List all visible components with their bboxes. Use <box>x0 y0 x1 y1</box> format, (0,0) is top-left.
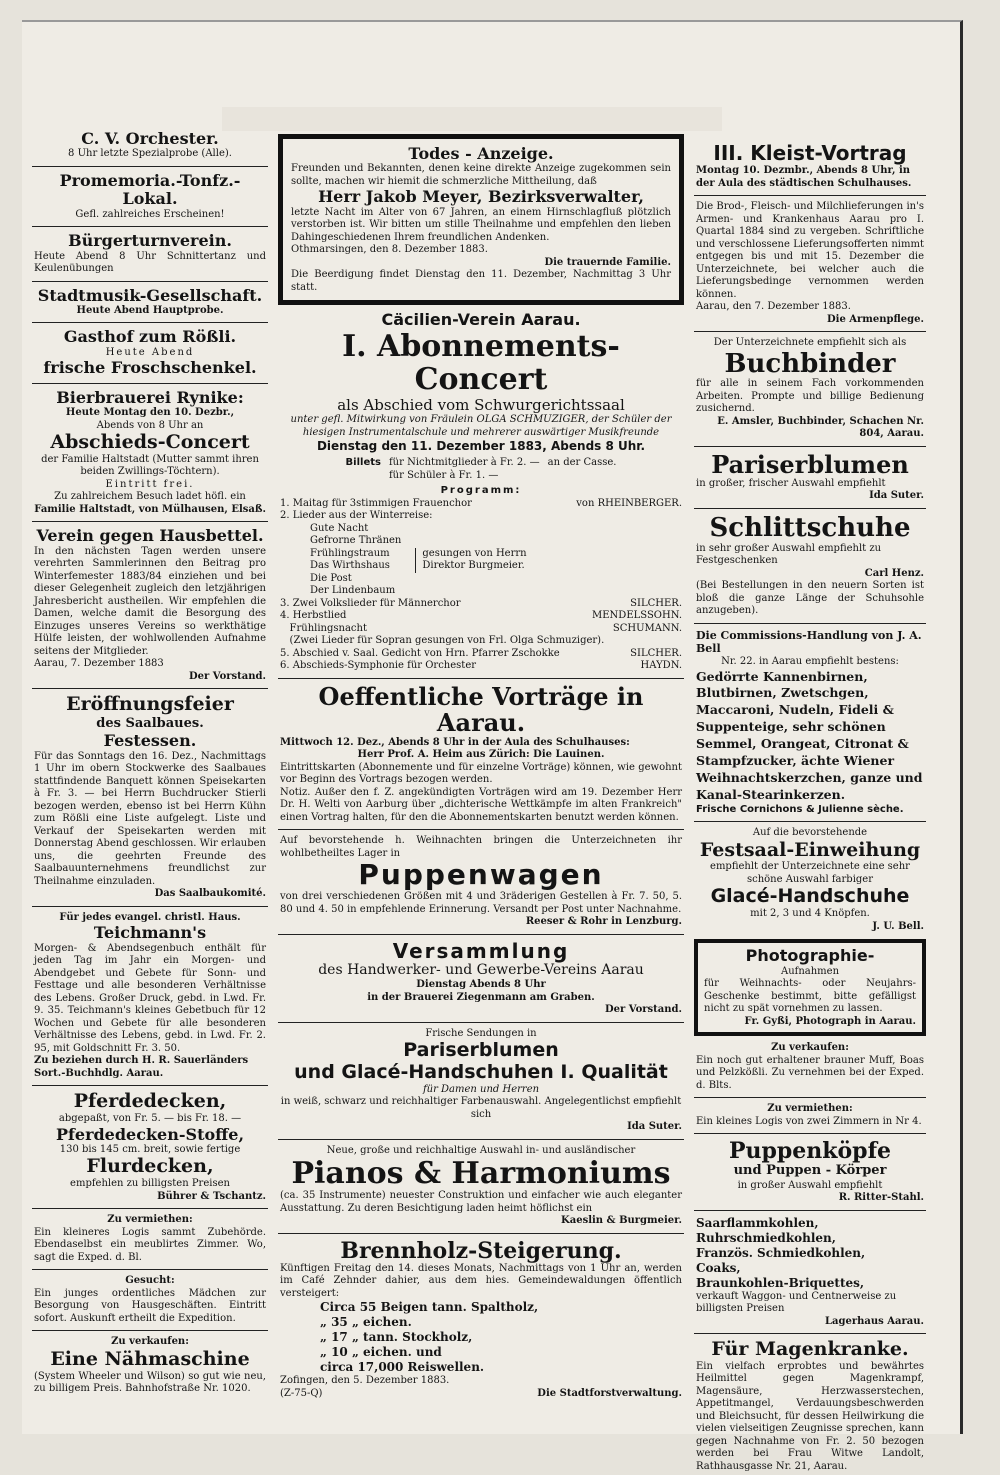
ad-buchbinder: Der Unterzeichnete empfiehlt sich als Buchbinder für alle in seinem Fach vorkommenden Arbeiten. Prompte und billige Bedienung zusichernd. E. Amsler, Buchbinder, Schachen Nr. 804, Aarau. <box>696 337 924 440</box>
song-item: Gute Nacht <box>310 522 369 534</box>
program-item-title: 4. Herbstlied <box>280 610 347 622</box>
program-item-title: 6. Abschieds-Symphonie für Orchester <box>280 660 477 672</box>
program-item-composer: von RHEINBERGER. <box>576 497 682 509</box>
ad-photographie: Photographie- Aufnahmen für Weihnachts- oder Neujahrs-Geschenke bestimmt, bitte gefälligst nicht zu spät vornehmen zu lassen. Fr. Gyßi, Photograph in Aarau. <box>694 939 926 1036</box>
ad-pferdedecken: Pferdedecken, abgepaßt, von Fr. 5. — bis Fr. 18. — Pferdedecken-Stoffe, 130 bis 145 cm. breit, sowie fertige Flurdecken, empfehlen zu billigsten Preisen Bührer & Tschantz. <box>55 1090 266 1202</box>
ad-todes-anzeige: Todes - Anzeige. Freunden und Bekannten, denen keine direkte Anzeige zugekommen sein sollte, machen wir hiemit die schmerzliche Mittheilung, daß Herr Jakob Meyer, Bezirksverwalter, letzte Nacht im Alter von 67 Jahren, an einem Hirnschlagfluß plötzlich verstorben ist. Wir bitten um stille Theilnahme und empfehlen den lieben Dahingeschiedenen Ihrem freundlichen Andenken. Othmarsingen, den 8. Dezember 1883. Die trauernde Familie. Die Beerdigung findet Dienstag den 11. Dezember, Nachmittag 3 Uhr statt. <box>278 134 684 305</box>
ad-naehmaschine: Zu verkaufen: Eine Nähmaschine (System Wheeler und Wilson) so gut wie neu, zu billigem Preis. Bahnhofstraße Nr. 1020. <box>34 1336 266 1395</box>
ad-magenkranke: Für Magenkranke. Ein vielfach erprobtes und bewährtes Heilmittel gegen Magenkrampf, Magensäure, Herzwasserstechen, Appetitmangel, Verdauungsbeschwerden und Bleichsucht, für dessen Heilwirkung die vielen vielseitigen Zeugnisse sprechen, kann gegen Nachnahme von Fr. 2. 50 bezogen werden bei Frau Witwe Landolt, Rathhausgasse Nr. 21, Aarau. <box>696 1338 924 1472</box>
ad-gesucht: Gesucht: Ein junges ordentliches Mädchen zur Besorgung von Hausgeschäften. Eintritt sofort. Auskunft ertheilt die Expedition. <box>34 1275 266 1324</box>
program-item <box>280 610 682 623</box>
ad-kohlen: Saarflammkohlen, Ruhrschmiedkohlen, Französ. Schmiedkohlen, Coaks, Braunkohlen-Briquettes, verkauft Waggon- und Centnerweise zu billigsten Preisen Lagerhaus Aarau. <box>696 1215 924 1327</box>
song-item: Die Post <box>310 572 352 584</box>
column-left <box>32 128 268 1398</box>
kohlen-item: Coaks, <box>696 1260 741 1275</box>
ad-puppenkoepfe: Puppenköpfe und Puppen - Körper in großer Auswahl empfiehlt R. Ritter-Stahl. <box>728 1138 924 1204</box>
column-middle <box>278 134 684 1402</box>
newspaper-page <box>22 20 963 1472</box>
ad-teichmann: Für jedes evangel. christl. Haus. Teichmann's Morgen- & Abendsegenbuch enthält für jeden Tag im Jahr ein Morgen- und Abendgebet und Gebete für Sonn- und Festtage und alle besonderen Verhältnisse des Lebens. Großer Druck, gebd. in Lwd. Fr. 9. 35. Teichmann's kleines Gebetbuch für 12 Wochen und Gebete für alle besonderen Verhältnisse des Lebens, gebd. in Lwd. Fr. 2. 95, mit Goldschnitt Fr. 3. 50. Zu beziehen durch H. R. Sauerländers Sort.-Buchhdlg. Aarau. <box>34 911 266 1079</box>
song-item: Der Lindenbaum <box>310 585 396 597</box>
program-item <box>280 635 682 648</box>
ad-vermieten-logis: Zu vermiethen: Ein kleineres Logis sammt Zubehörde. Ebendaselbst ein meublirtes Zimmer. Wo, sagt die Exped. d. Bl. <box>34 1214 266 1263</box>
brennholz-item: „ 17 „ tann. Stockholz, <box>320 1330 473 1345</box>
kohlen-items <box>696 1216 924 1291</box>
ad-hausbettel: Verein gegen Hausbettel. In den nächsten Tagen werden unsere verehrten Sammlerinnen den Beitrag pro Winterfemester 1883/84 einziehen und bei dieser Gelegenheit zugleich den letzjährigen Jahresbericht austheilen. Wir empfehlen die Damen, welche damit die Besorgung des Einzuges unseres Vereins so werkthätige Hülfe leisten, der wohlwollenden Aufnahme seitens der Mitglieder. Aarau, 7. Dezember 1883 Der Vorstand. <box>34 526 266 682</box>
ad-puppenwagen: Auf bevorstehende h. Weihnachten bringen die Unterzeichneten ihr wohlbetheiltes Lager in Puppenwagen von drei verschiedenen Größen mit 4 und 3räderigen Gestellen à Fr. 7. 50, 5. 80 und 4. 50 in empfehlende Erinnerung. Versandt per Post unter Nachnahme. Reeser & Rohr in Lenzburg. <box>280 835 682 927</box>
ad-pianos: Neue, große und reichhaltige Auswahl in- und ausländischer Pianos & Harmoniums (ca. 35 Instrumente) neuester Construktion und einfacher wie auch eleganter Ausstattung. Zu deren Besichtigung laden heimt höflichst ein Kaeslin & Burgmeier. <box>280 1144 682 1227</box>
program-item-title: 2. Lieder aus der Winterreise: <box>280 510 433 522</box>
song-item: Gefrorne Thränen <box>310 535 402 547</box>
songs-note: gesungen von Herrn Direktor Burgmeier. <box>415 548 572 573</box>
program-item-composer: MENDELSSOHN. <box>592 610 682 622</box>
program-item-composer: SILCHER. <box>630 647 682 659</box>
program-item <box>280 598 682 611</box>
ad-saalbau: Eröffnungsfeier des Saalbaues. Festessen. Für das Sonntags den 16. Dez., Nachmittags 1 Uhr im obern Stockwerke des Saalbaues stattfindende Banquett können Speisekarten à Fr. 3. — bei Herrn Buchdrucker Stierli bezogen werden, ebenso ist bei Herrn Kühn zum Rößli eine Liste aufgelegt. Liste und Verkauf der Speisekarten werden mit Donnerstag Abend geschlossen. Wir erlauben uns, die geehrten Freunde des Saalbauunternehmens freundlichst zur Theilnahme einzuladen. Das Saalbaukomité. <box>34 693 266 900</box>
ad-buergerturnverein: Bürgerturnverein. Heute Abend 8 Uhr Schnittertanz und Keulenübungen <box>34 231 266 275</box>
kohlen-item: Saarflammkohlen, <box>696 1215 819 1230</box>
brennholz-item: „ 10 „ eichen. und <box>320 1345 442 1360</box>
program-item-title: 5. Abschied v. Saal. Gedicht von Hrn. Pfarrer Zschokke <box>280 647 560 659</box>
ad-orchester: C. V. Orchester. 8 Uhr letzte Spezialprobe (Alle). <box>68 129 232 160</box>
program-item <box>280 660 682 673</box>
song-item: Das Wirthshaus <box>310 560 390 572</box>
brennholz-item: Circa 55 Beigen tann. Spaltholz, <box>320 1300 539 1315</box>
column-right <box>694 140 926 1475</box>
ad-vortraege: Oeffentliche Vorträge in Aarau. Mittwoch 12. Dez., Abends 8 Uhr in der Aula des Schulhauses: Herr Prof. A. Heim aus Zürich: Die Lauinen. Eintrittskarten (Abonnemente und für einzelne Vorträge) können, wie gewohnt vor Beginn des Vortrags bezogen werden. Notiz. Außer den f. Z. angekündigten Vorträgen wird am 19. Dezember Herr Dr. H. Welti von Aarburg über „dichterische Wettkämpfe im alten Frankreich" einen Vortrag halten, für den die Abonnementskarten benutzt werden können. <box>280 681 682 823</box>
program-list <box>280 498 682 673</box>
brennholz-item: circa 17,000 Reiswellen. <box>320 1360 485 1375</box>
song-item: Frühlingstraum <box>310 547 390 559</box>
ad-logis: Zu vermiethen: Ein kleines Logis von zwei Zimmern in Nr 4. <box>696 1103 922 1127</box>
program-item-composer: SILCHER. <box>630 597 682 609</box>
program-item-title: (Zwei Lieder für Sopran gesungen von Frl. Olga Schmuziger). <box>280 635 605 647</box>
program-item-composer: HAYDN. <box>640 660 682 672</box>
ad-stadtmusik: Stadtmusik-Gesellschaft. Heute Abend Hauptprobe. <box>37 285 263 316</box>
program-item-title: Frühlingsnacht <box>280 622 367 634</box>
ad-rynike: Bierbrauerei Rynike: Heute Montag den 10. Dezbr., Abends von 8 Uhr an Abschieds-Concert der Familie Haltstadt (Mutter sammt ihren beiden Zwillings-Töchtern). Eintritt frei. Zu zahlreichem Besuch ladet höfl. ein Familie Haltstadt, von Mülhausen, Elsaß. <box>34 387 266 515</box>
kohlen-item: Braunkohlen-Briquettes, <box>696 1275 865 1290</box>
ad-bell: Die Commissions-Handlung von J. A. Bell Nr. 22. in Aarau empfiehlt bestens: Gedörrte Kannenbirnen, Blutbirnen, Zwetschgen, Maccaroni, Nudeln, Fideli & Suppenteige, sehr schönen Semmel, Orangeat, Citronat & Stampfzucker, ächte Wiener Weihnachtskerzchen, ganze und Kanal-Stearinkerzen. Frische Cornichons & Julienne sèche. <box>696 628 923 815</box>
program-item <box>280 623 682 636</box>
ad-schlittschuhe: Schlittschuhe in sehr großer Auswahl empfiehlt zu Festgeschenken Carl Henz. (Bei Bestellungen in den neuern Sorten ist bloß die ganze Länge der Schuhsohle anzugeben). <box>696 512 924 617</box>
winterreise-songs <box>280 523 682 598</box>
program-item <box>280 648 682 661</box>
paper-stain <box>222 107 722 131</box>
brennholz-item: „ 35 „ eichen. <box>320 1315 412 1330</box>
program-item-title: 1. Maitag für 3stimmigen Frauenchor <box>280 497 472 509</box>
kohlen-item: Ruhrschmiedkohlen, <box>696 1230 836 1245</box>
ad-promemoria: Promemoria.-Tonfz.-Lokal. Gefl. zahlreiches Erscheinen! <box>59 170 241 220</box>
program-item-composer: SCHUMANN. <box>612 622 682 634</box>
program-item <box>280 498 682 511</box>
ad-brennholz: Brennholz-Steigerung. Künftigen Freitag den 14. dieses Monats, Nachmittags von 1 Uhr an, werden im Café Zehnder dahier, aus dem hies. Gemeindewaldungen öffentlich versteigert: Circa 55 Beigen tann. Spaltholz, „ 35 „ eichen. „ 17 „ tann. Stockholz, „ 10 „ eichen. und circa 17,000 Reiswellen. Zofingen, den 5. Dezember 1883. (Z-75-Q) Die Stadtforstverwaltung. <box>280 1237 682 1399</box>
ad-roessli: Gasthof zum Rößli. Heute Abend frische Froschschenkel. <box>43 327 257 378</box>
ad-versammlung: Versammlung des Handwerker- und Gewerbe-Vereins Aarau Dienstag Abends 8 Uhr in der Brauerei Ziegenmann am Graben. Der Vorstand. <box>318 938 682 1015</box>
ad-armenpflege: Die Brod-, Fleisch- und Milchlieferungen in's Armen- und Krankenhaus Aarau pro I. Quartal 1884 sind zu vergeben. Schriftliche und verschlossene Lieferungsofferten nimmt entgegen bis und mit 15. Dezember die Unterzeichnete, bei welcher auch die Lieferungsbedinge vernommen werden können. Aarau, den 7. Dezember 1883. Die Armenpflege. <box>696 201 924 325</box>
ad-pariser-glace: Frische Sendungen in Pariserblumen und Glacé-Handschuhen I. Qualität für Damen und Herren in weiß, schwarz und reichhaltiger Farbenauswahl. Angelegentlichst empfiehlt sich Ida Suter. <box>280 1027 682 1133</box>
kohlen-item: Französ. Schmiedkohlen, <box>696 1245 866 1260</box>
ad-festsaal: Auf die bevorstehende Festsaal-Einweihung empfiehlt der Unterzeichnete eine sehr schöne Auswahl farbiger Glacé-Handschuhe mit 2, 3 und 4 Knöpfen. J. U. Bell. <box>699 827 924 932</box>
ad-muff: Zu verkaufen: Ein noch gut erhaltener brauner Muff, Boas und Pelzkößli. Zu vernehmen bei der Exped. d. Blts. <box>696 1042 924 1091</box>
brennholz-items <box>280 1300 682 1375</box>
ad-pariserblumen: Pariserblumen in großer, frischer Auswahl empfiehlt Ida Suter. <box>696 449 924 502</box>
ad-kleist: III. Kleist-Vortrag Montag 10. Dezmbr., Abends 8 Uhr, in der Aula des städtischen Schulhauses. <box>696 141 912 189</box>
program-item <box>280 510 682 523</box>
ad-concert: Cäcilien-Verein Aarau. I. Abonnements-Concert als Abschied vom Schwurgerichtssaal unter gefl. Mitwirkung von Fräulein OLGA SCHMUZIGER, der Schüler der hiesigen Instrumentalschule und mehrerer auswärtiger Musikfreunde Dienstag den 11. Dezember 1883, Abends 8 Uhr. Billets für Nichtmitglieder à Fr. 2. — für Schüler à Fr. 1. — an der Casse. Programm: 1. Maitag für 3stimmigen Frauenchor von RHEINBERGER. 2. Lieder aus der Winterreise: Gute Nacht Gefrorne Thränen Frühlingstraum Das Wirthshaus Die Post Der Lindenbaum gesungen von Herrn Direktor Burgmeier. 3. Zwei Volkslieder für Männerchor SILCHER. 4. Herbstlied MENDELSSOHN. Frühlingsnacht SCHUMANN. (Zwei Lieder für Sopran gesungen von Frl. Olga Schmuziger). 5. Abschied v. Saal. Gedicht von Hrn. Pfarrer Zschokke SILCHER. 6. Abschieds-Symphonie für Orchester HAYDN. <box>280 310 682 672</box>
program-item-title: 3. Zwei Volkslieder für Männerchor <box>280 597 461 609</box>
song-list <box>310 523 401 598</box>
